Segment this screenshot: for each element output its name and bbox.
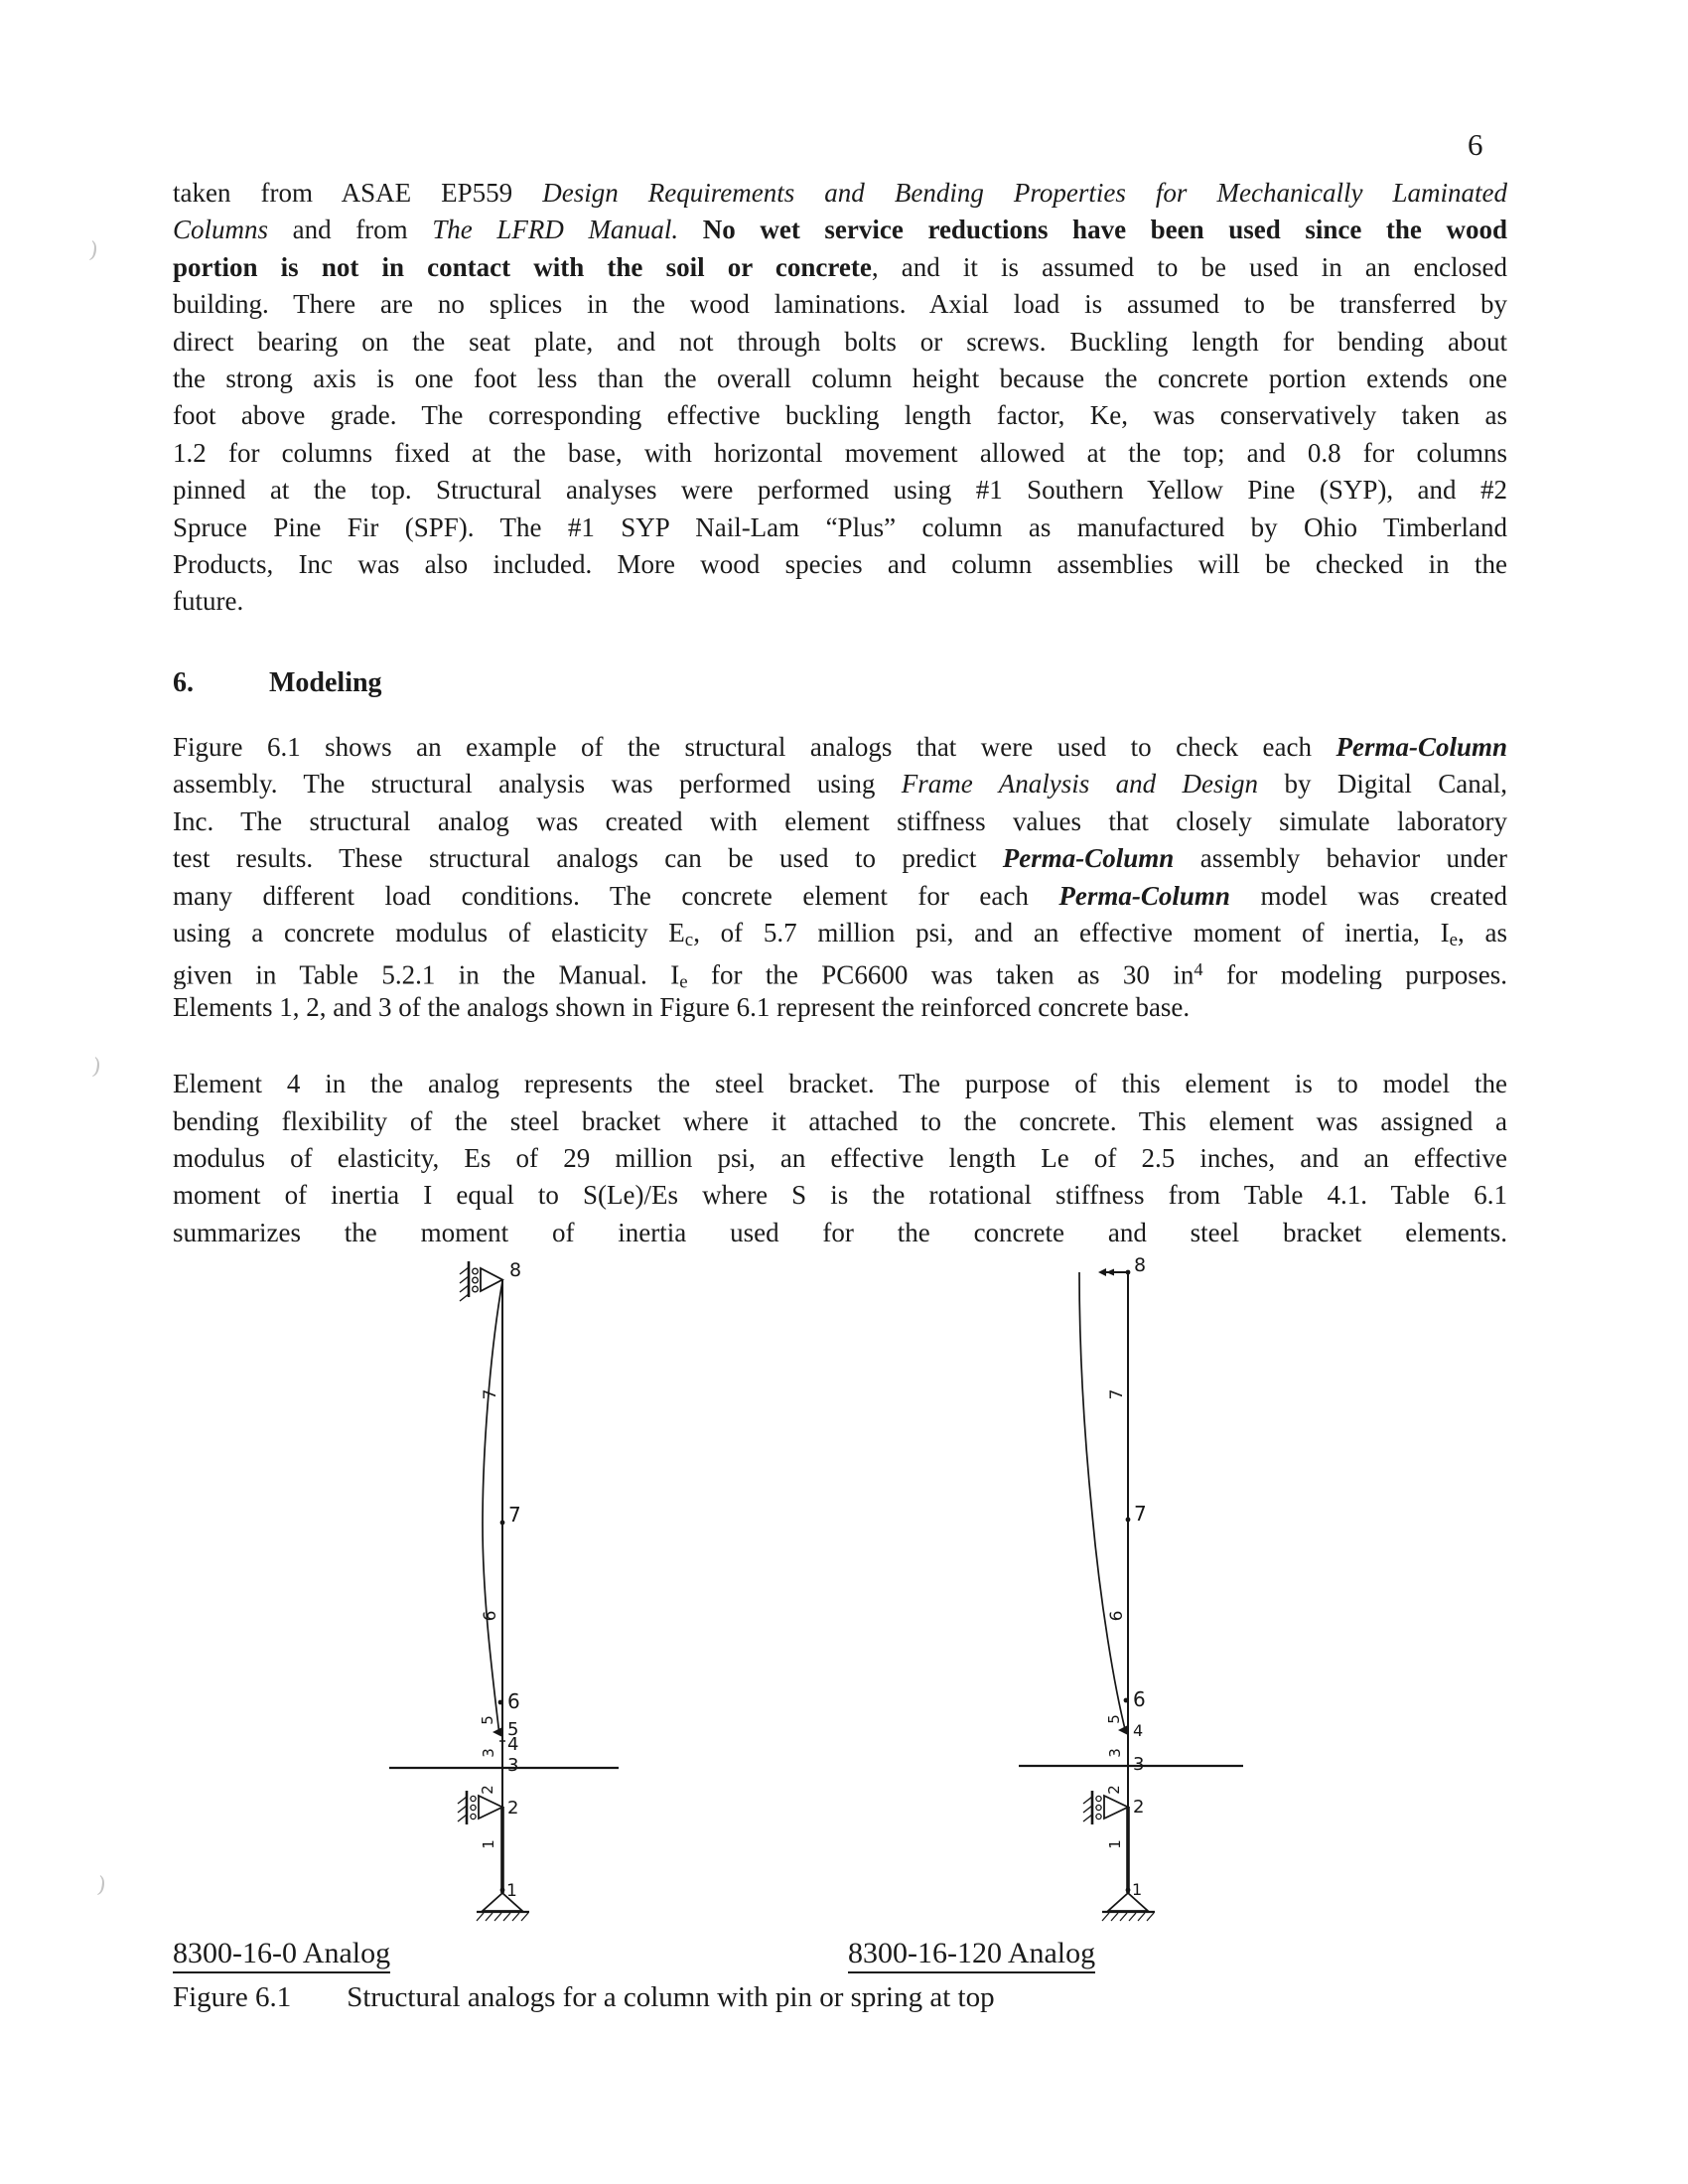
left-analog-caption	[173, 1937, 390, 1973]
left-element-2-label: 2	[479, 1785, 496, 1795]
left-node-7-marker	[500, 1521, 505, 1526]
text-line	[173, 729, 1507, 766]
body-text-column	[173, 175, 1507, 1251]
left-node-1-marker	[500, 1888, 505, 1893]
right-deflection-curve	[1079, 1272, 1126, 1733]
text-segment: , as	[1458, 918, 1507, 948]
left-node-7-label: 7	[508, 1503, 521, 1527]
text-line	[173, 878, 1507, 915]
figure-6-1-diagram	[328, 1246, 1281, 1942]
left-top-pin-support-icon	[460, 1261, 502, 1301]
text-segment: using a concrete modulus of elasticity E	[173, 918, 685, 948]
text-line	[173, 324, 1507, 361]
text-line	[173, 472, 1507, 509]
right-node-8-label: 8	[1134, 1254, 1147, 1276]
left-node-6-label: 6	[507, 1689, 520, 1713]
left-node-8-label: 8	[509, 1259, 522, 1281]
text-segment: Perma-Column	[1002, 843, 1175, 874]
text-segment: Perma-Column	[1058, 880, 1230, 911]
text-segment: Spruce Pine Fir (SPF). The #1 SYP Nail-Lam “Plus” column as manufactured by Ohio Timberland	[173, 511, 1507, 542]
right-node-6-label: 6	[1133, 1687, 1146, 1711]
text-segment: foot above grade. The corresponding effective buckling length factor, Ke, was conservatively taken as	[173, 400, 1507, 431]
page-number: 6	[1468, 127, 1483, 162]
paragraph-modeling-1	[173, 729, 1507, 1026]
text-line	[173, 435, 1507, 472]
text-segment: assembly. The structural analysis was performed using	[173, 769, 902, 800]
right-node-6-marker	[1124, 1698, 1129, 1703]
text-line	[173, 510, 1507, 546]
text-segment: e	[1449, 930, 1459, 951]
right-base-pin-support-icon	[1102, 1893, 1155, 1921]
text-segment: the strong axis is one foot less than the overall column height because the concrete portion extends one	[173, 363, 1507, 393]
left-node-3-label: 3	[507, 1755, 519, 1776]
text-segment: modulus of elasticity, Es of 29 million psi, an effective length Le of 2.5 inches, and an effective	[173, 1142, 1507, 1173]
right-element-7-label: 7	[1107, 1388, 1127, 1400]
text-segment: summarizes the moment of inertia used for the concrete and steel bracket elements.	[173, 1217, 1507, 1247]
text-segment: bending flexibility of the steel bracket where it attached to the concrete. This element was assigned a	[173, 1105, 1507, 1136]
text-segment: e	[679, 971, 688, 989]
right-node-2-label: 2	[1133, 1797, 1145, 1818]
text-segment: Inc. The structural analog was created with element stiffness values that closely simulate laboratory	[173, 805, 1507, 836]
right-mid-pin-support-icon	[1083, 1791, 1128, 1824]
text-segment: Figure 6.1 shows an example of the structural analogs that were used to check each	[173, 732, 1336, 763]
text-segment: test results. These structural analogs can be used to predict	[173, 843, 1003, 874]
paragraph-modeling-2	[173, 1066, 1507, 1251]
right-node-4-label: 4	[1133, 1721, 1144, 1740]
left-element-7-label: 7	[481, 1388, 500, 1400]
text-segment: 4	[1194, 959, 1203, 980]
left-analog-title: 8300-16-0 Analog	[173, 1937, 390, 1973]
section-heading	[173, 664, 1507, 701]
scan-artifact-mark: )	[87, 237, 100, 264]
paragraph-intro	[173, 175, 1507, 621]
text-line	[173, 1140, 1507, 1177]
text-line	[173, 1103, 1507, 1140]
text-segment: and from	[268, 215, 433, 245]
right-element-2-label: 2	[1105, 1785, 1123, 1795]
text-segment: Perma-Column	[1336, 732, 1507, 763]
left-element-5-label: 5	[479, 1715, 496, 1725]
text-segment: taken from ASAE EP559	[173, 178, 543, 208]
text-line	[173, 212, 1507, 248]
figure-caption: Structural analogs for a column with pin or spring at top	[347, 1981, 995, 2013]
right-node-1-marker	[1126, 1888, 1131, 1893]
right-node-3-label: 3	[1133, 1754, 1145, 1775]
left-mid-pin-support-icon	[458, 1791, 502, 1824]
left-node-6-marker	[498, 1700, 503, 1705]
left-analog-diagram	[389, 1259, 619, 1921]
text-segment: building. There are no splices in the wood laminations. Axial load is assumed to be transferred by	[173, 289, 1507, 320]
left-node-2-label: 2	[507, 1798, 519, 1819]
text-segment: No wet service reductions have been used since the wood	[702, 215, 1507, 245]
text-line	[173, 1066, 1507, 1102]
right-top-spring-arrow-icon	[1098, 1268, 1130, 1276]
right-analog-diagram	[1019, 1254, 1243, 1921]
right-analog-caption	[848, 1937, 1095, 1973]
text-line	[173, 249, 1507, 286]
text-segment: many different load conditions. The concrete element for each	[173, 880, 1059, 911]
text-line	[173, 361, 1507, 397]
text-segment: Elements 1, 2, and 3 of the analogs shown in Figure 6.1 represent the reinforced concrete base.	[173, 991, 1191, 1022]
text-line	[173, 803, 1507, 840]
text-segment: 1.2 for columns fixed at the base, with horizontal movement allowed at the top; and 0.8 for columns	[173, 437, 1507, 468]
text-segment: by Digital Canal,	[1258, 769, 1507, 800]
right-element-3-label: 3	[1106, 1748, 1124, 1758]
section-title: Modeling	[269, 666, 382, 698]
text-line	[173, 951, 1507, 988]
text-line	[173, 989, 1507, 1026]
scan-artifact-mark: )	[90, 1054, 103, 1081]
left-element-3-label: 3	[480, 1748, 497, 1758]
right-node-7-marker	[1126, 1518, 1131, 1523]
figure-label: Figure 6.1	[173, 1981, 292, 2013]
text-segment: moment of inertia I equal to S(Le)/Es where S is the rotational stiffness from Table 4.1. Table 6.1	[173, 1180, 1507, 1211]
right-element-6-label: 6	[1107, 1610, 1127, 1622]
text-segment: model was created	[1229, 880, 1507, 911]
text-segment: assembly behavior under	[1174, 843, 1507, 874]
right-element-1-label: 1	[1106, 1839, 1124, 1849]
text-line	[173, 397, 1507, 434]
left-base-pin-support-icon	[477, 1893, 529, 1921]
text-segment: c	[684, 930, 694, 951]
text-segment: Columns	[173, 215, 269, 245]
text-line	[173, 840, 1507, 877]
text-line	[173, 546, 1507, 583]
text-line	[173, 286, 1507, 323]
right-element-5-label: 5	[1105, 1714, 1123, 1724]
text-segment: The LFRD Manual.	[432, 215, 679, 245]
right-node-1-label: 1	[1132, 1880, 1143, 1899]
right-analog-title: 8300-16-120 Analog	[848, 1937, 1095, 1973]
scan-artifact-mark: )	[95, 1872, 108, 1899]
text-segment	[678, 215, 703, 244]
text-segment: for the PC6600 was taken as 30 in	[687, 959, 1195, 989]
figure-caption-line	[173, 1981, 995, 2014]
text-line	[173, 175, 1507, 212]
text-segment: , and it is assumed to be used in an enclosed	[871, 251, 1507, 282]
text-segment: for modeling purposes.	[1202, 959, 1507, 989]
section-number: 6.	[173, 666, 194, 698]
text-line	[173, 583, 1507, 620]
text-segment: Design Requirements and Bending Properties for Mechanically Laminated	[542, 178, 1507, 208]
text-segment: Element 4 in the analog represents the steel bracket. The purpose of this element is to model the	[173, 1069, 1507, 1099]
text-segment: future.	[173, 586, 244, 617]
left-node-5-label: 5	[507, 1719, 519, 1740]
text-line	[173, 766, 1507, 802]
left-deflection-curve	[483, 1281, 502, 1735]
text-segment: direct bearing on the seat plate, and not through bolts or screws. Buckling length for bending about	[173, 326, 1507, 357]
left-element-1-label: 1	[480, 1839, 497, 1849]
text-segment: given in Table 5.2.1 in the Manual. I	[173, 959, 680, 989]
text-segment: portion is not in contact with the soil or concrete	[173, 251, 872, 282]
text-segment: Products, Inc was also included. More wood species and column assemblies will be checked in the	[173, 548, 1507, 579]
text-line	[173, 915, 1507, 951]
left-element-6-label: 6	[481, 1610, 500, 1622]
text-segment: , of 5.7 million psi, and an effective moment of inertia, I	[693, 918, 1450, 948]
right-node-7-label: 7	[1134, 1502, 1147, 1526]
text-segment: Frame Analysis and Design	[901, 769, 1259, 800]
text-segment: pinned at the top. Structural analyses were performed using #1 Southern Yellow Pine (SYP), and #2	[173, 475, 1507, 506]
left-node-1-label: 1	[506, 1881, 517, 1901]
left-node-4-label: 4	[507, 1734, 519, 1755]
text-line	[173, 1177, 1507, 1214]
